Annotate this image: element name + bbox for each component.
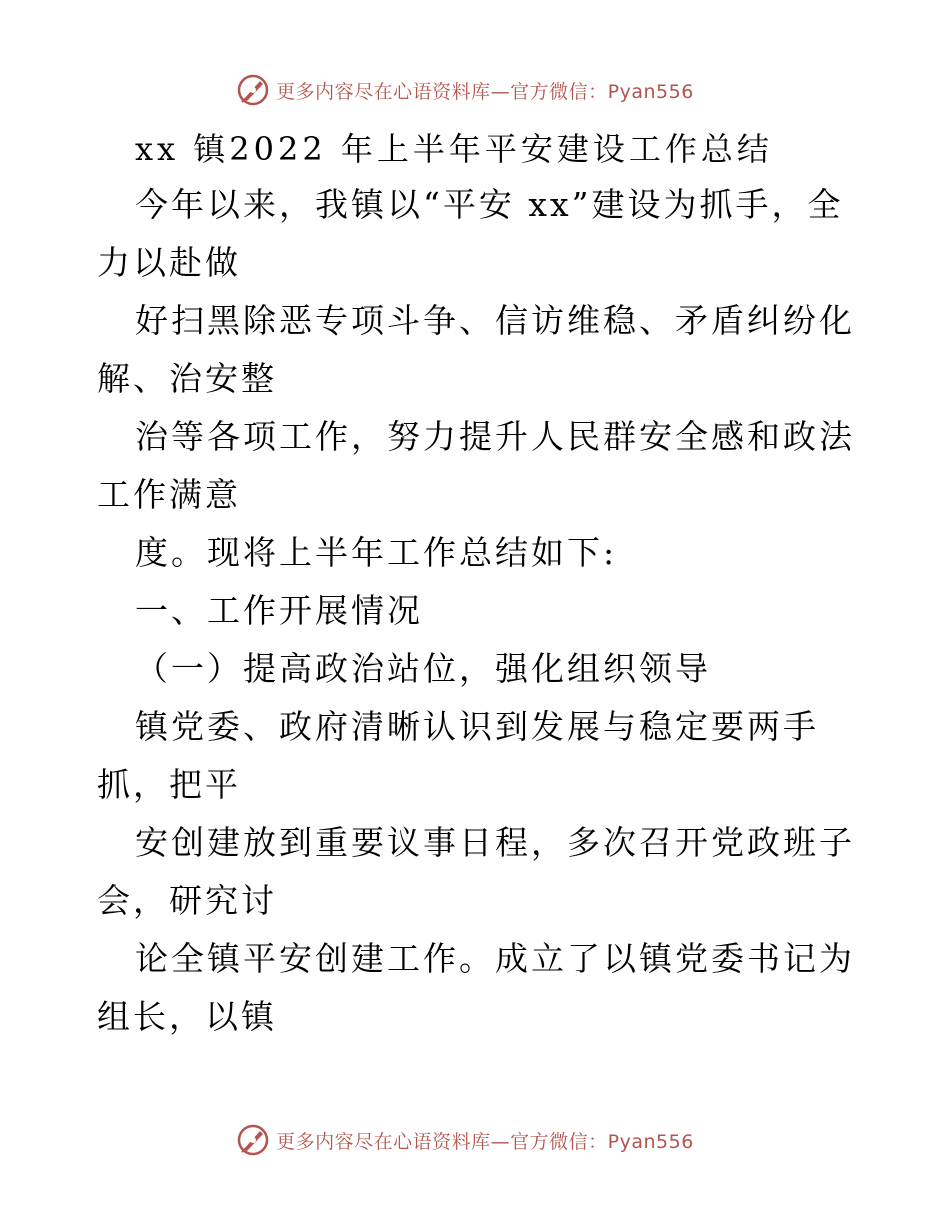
paragraph: 镇党委、政府清晰认识到发展与稳定要两手抓，把平 bbox=[97, 707, 819, 804]
watermark-text: 更多内容尽在心语资料库—官方微信：Pyan556 bbox=[276, 1130, 694, 1153]
paragraph: 度。现将上半年工作总结如下: bbox=[135, 533, 618, 572]
paragraph: 安创建放到重要议事日程，多次召开党政班子会，研究讨 bbox=[97, 823, 855, 920]
footer-watermark bbox=[0, 1120, 950, 1160]
paragraph: 论全镇平安创建工作。成立了以镇党委书记为组长，以镇 bbox=[97, 939, 855, 1036]
paragraph: 今年以来，我镇以“平安 xx”建设为抓手，全力以赴做 bbox=[97, 185, 844, 282]
watermark-text: 更多内容尽在心语资料库—官方微信：Pyan556 bbox=[276, 80, 694, 103]
section-heading: 一、工作开展情况 bbox=[135, 591, 423, 630]
document-title: xx 镇2022 年上半年平安建设工作总结 bbox=[135, 130, 773, 168]
quill-logo-icon bbox=[236, 73, 270, 107]
paragraph: 治等各项工作，努力提升人民群安全感和政法工作满意 bbox=[97, 417, 855, 514]
subsection-heading: （一）提高政治站位，强化组织领导 bbox=[135, 649, 711, 688]
paragraph: 好扫黑除恶专项斗争、信访维稳、矛盾纠纷化解、治安整 bbox=[97, 301, 855, 398]
document-body bbox=[97, 122, 877, 1046]
header-watermark bbox=[0, 70, 950, 110]
quill-logo-icon bbox=[236, 1123, 270, 1157]
